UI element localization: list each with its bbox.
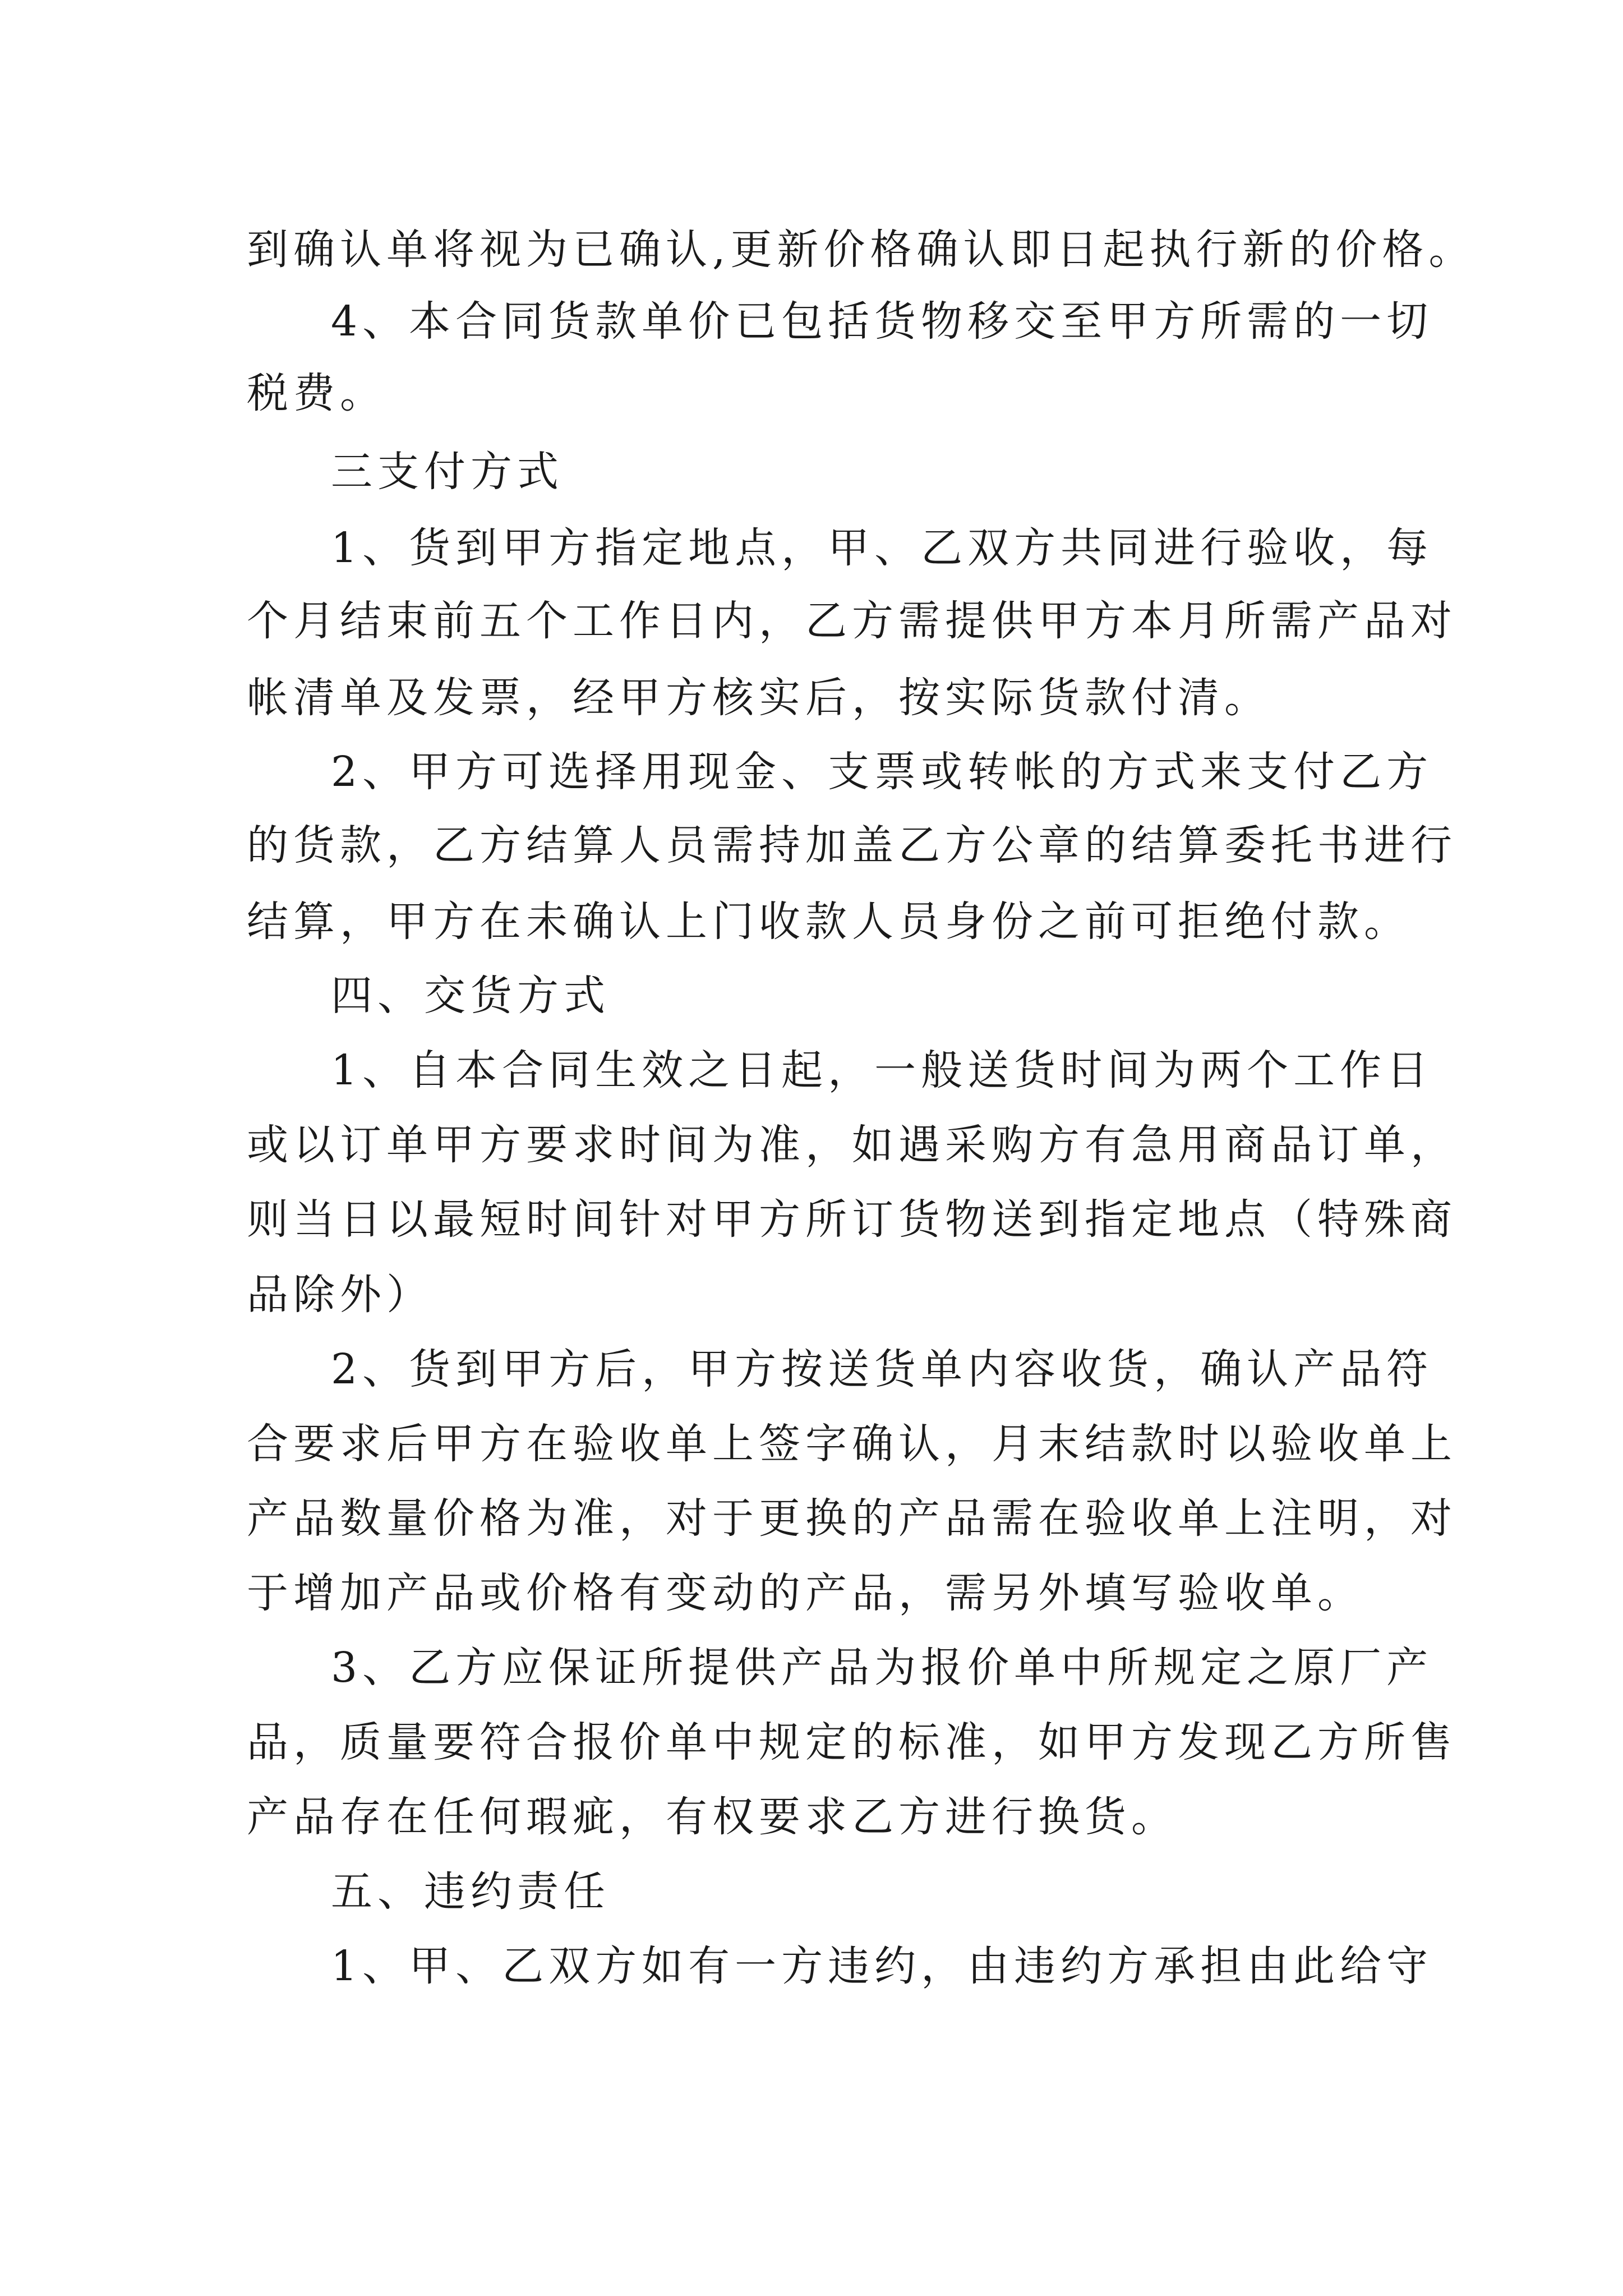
section-heading: 四、交货方式 bbox=[331, 972, 610, 1020]
section-heading: 五、违约责任 bbox=[331, 1867, 610, 1916]
text-line: 结算，甲方在未确认上门收款人员身份之前可拒绝付款。 bbox=[247, 898, 1410, 946]
text-line: 则当日以最短时间针对甲方所订货物送到指定地点（特殊商 bbox=[247, 1195, 1457, 1244]
text-line: 4、本合同货款单价已包括货物移交至甲方所需的一切 bbox=[331, 297, 1433, 346]
text-line: 1、自本合同生效之日起，一般送货时间为两个工作日 bbox=[331, 1046, 1433, 1094]
text-line: 品除外） bbox=[247, 1271, 433, 1319]
text-line: 1、甲、乙双方如有一方违约，由违约方承担由此给守 bbox=[331, 1942, 1433, 1990]
text-line: 或以订单甲方要求时间为准，如遇采购方有急用商品订单， bbox=[247, 1121, 1457, 1169]
text-line: 合要求后甲方在验收单上签字确认，月末结款时以验收单上 bbox=[247, 1420, 1457, 1468]
text-line: 3、乙方应保证所提供产品为报价单中所规定之原厂产 bbox=[331, 1644, 1433, 1692]
text-line: 到确认单将视为已确认,更新价格确认即日起执行新的价格。 bbox=[247, 226, 1476, 274]
text-line: 税费。 bbox=[247, 369, 386, 417]
text-line: 2、甲方可选择用现金、支票或转帐的方式来支付乙方 bbox=[331, 748, 1433, 796]
text-line: 2、货到甲方后，甲方按送货单内容收货，确认产品符 bbox=[331, 1345, 1433, 1393]
text-line: 帐清单及发票，经甲方核实后，按实际货款付清。 bbox=[247, 674, 1271, 722]
text-line: 产品存在任何瑕疵，有权要求乙方进行换货。 bbox=[247, 1793, 1178, 1841]
text-line: 品，质量要符合报价单中规定的标准，如甲方发现乙方所售 bbox=[247, 1718, 1457, 1766]
text-line: 于增加产品或价格有变动的产品，需另外填写验收单。 bbox=[247, 1569, 1364, 1617]
section-heading: 三支付方式 bbox=[331, 448, 564, 496]
text-line: 产品数量价格为准，对于更换的产品需在验收单上注明，对 bbox=[247, 1494, 1457, 1543]
text-line: 1、货到甲方指定地点，甲、乙双方共同进行验收，每 bbox=[331, 524, 1433, 572]
text-line: 的货款，乙方结算人员需持加盖乙方公章的结算委托书进行 bbox=[247, 821, 1457, 869]
text-line: 个月结束前五个工作日内，乙方需提供甲方本月所需产品对 bbox=[247, 597, 1457, 645]
